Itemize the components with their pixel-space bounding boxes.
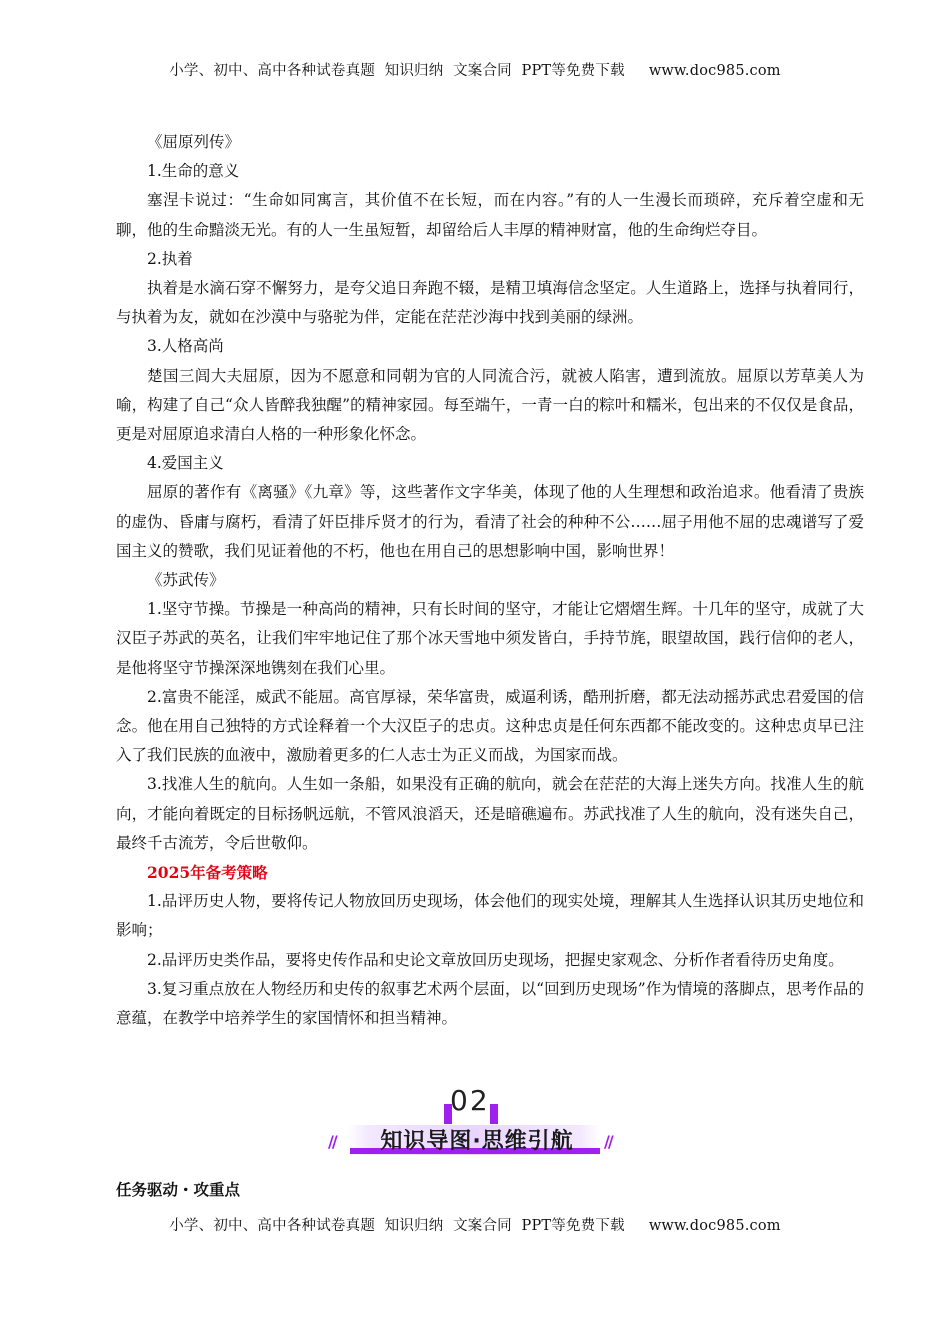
- strategy-item: 3.复习重点放在人物经历和史传的叙事艺术两个层面，以“回到历史现场”作为情境的落脚点，思考作品的意蕴，在教学中培养学生的家国情怀和担当精神。: [116, 979, 864, 1028]
- paragraph: 塞涅卡说过：“生命如同寓言，其价值不在长短，而在内容。”有的人一生漫长而琐碎，充斥着空虚和无聊，他的生命黯淡无光。有的人一生虽短暂，却留给后人丰厚的精神财富，他的生命绚烂夺目。: [116, 191, 864, 239]
- slash-decoration-left: //: [328, 1132, 336, 1151]
- paragraph: 2.富贵不能淫，威武不能屈。高官厚禄，荣华富贵，威逼利诱，酷刑折磨，都无法动摇苏武忠君爱国的信念。他在用自己独特的方式诠释着一个大汉臣子的忠贞。这种忠贞是任何东西都不能改变的。这种忠贞早已注入了我们民族的血液中，激励着更多的仁人志士为正义而战，为国家而战。: [116, 687, 864, 765]
- strategy-title: 2025年备考策略: [147, 863, 268, 883]
- task-label: 任务驱动・攻重点: [116, 1181, 241, 1199]
- section-title: 知识导图·思维引航: [380, 1129, 574, 1154]
- heading-suwu: 《苏武传》: [147, 571, 225, 590]
- slash-decoration-right: //: [604, 1132, 612, 1151]
- paragraph: 1.坚守节操。节操是一种高尚的精神，只有长时间的坚守，才能让它熠熠生辉。十几年的坚守，成就了大汉臣子苏武的英名，让我们牢牢地记住了那个冰天雪地中须发皆白，手持节旄，眼望故国，践行信仰的老人，是他将坚守节操深深地镌刻在我们心里。: [116, 600, 864, 677]
- section-number: 02: [450, 1084, 490, 1117]
- subheading-meaning-of-life: 1.生命的意义: [147, 162, 240, 181]
- page-header: 小学、初中、高中各种试卷真题 知识归纳 文案合同 PPT等免费下载 www.doc985.com: [169, 63, 781, 79]
- number-accent-right: [490, 1104, 498, 1124]
- page-footer: 小学、初中、高中各种试卷真题 知识归纳 文案合同 PPT等免费下载 www.doc985.com: [169, 1218, 781, 1234]
- strategy-item: 1.品评历史人物，要将传记人物放回历史现场，体会他们的现实处境，理解其人生选择认识其历史地位和影响；: [116, 892, 864, 940]
- subheading-persistence: 2.执着: [147, 249, 193, 268]
- paragraph: 楚国三闾大夫屈原，因为不愿意和同朝为官的人同流合污，就被人陷害，遭到流放。屈原以芳草美人为喻，构建了自己“众人皆醉我独醒”的精神家园。每至端午，一青一白的粽叶和糯米，包出来的不仅仅是食品，更是对屈原追求清白人格的一种形象化怀念。: [116, 366, 864, 444]
- paragraph: 执着是水滴石穿不懈努力，是夸父追日奔跑不辍，是精卫填海信念坚定。人生道路上，选择与执着同行，与执着为友，就如在沙漠中与骆驼为伴，定能在茫茫沙海中找到美丽的绿洲。: [116, 279, 864, 327]
- strategy-item: 2.品评历史类作品，要将史传作品和史论文章放回历史现场，把握史家观念、分析作者看待历史角度。: [147, 950, 844, 969]
- heading-quyuan: 《屈原列传》: [147, 133, 241, 151]
- subheading-noble-character: 3.人格高尚: [147, 337, 224, 356]
- section-banner: [320, 1084, 630, 1174]
- document-body: [116, 128, 864, 1033]
- paragraph: 3.找准人生的航向。人生如一条船，如果没有正确的航向，就会在茫茫的大海上迷失方向。找准人生的航向，才能向着既定的目标扬帆远航，不管风浪滔天，还是暗礁遍布。苏武找准了人生的航向，没有迷失自己，最终千古流芳，令后世敬仰。: [116, 775, 864, 852]
- subheading-patriotism: 4.爱国主义: [147, 454, 224, 473]
- paragraph: 屈原的著作有《离骚》《九章》等，这些著作文字华美，体现了他的人生理想和政治追求。他看清了贵族的虚伪、昏庸与腐朽，看清了奸臣排斥贤才的行为，看清了社会的种种不公……屈子用他不屈的忠魂谱写了爱国主义的赞歌，我们见证着他的不朽，他也在用自己的思想影响中国，影响世界！: [116, 483, 864, 560]
